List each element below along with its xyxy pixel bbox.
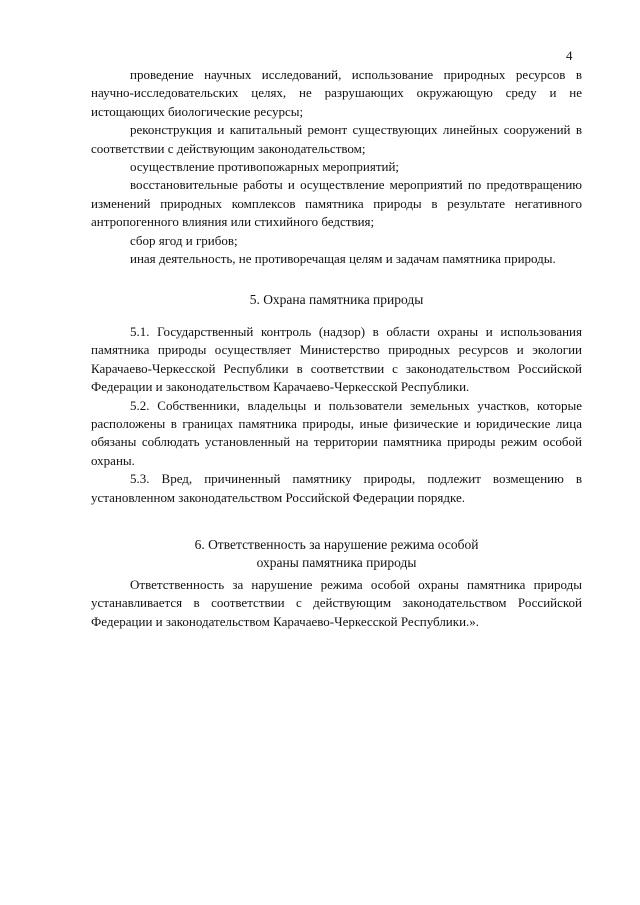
- section-6-paragraph: Ответственность за нарушение режима особой охраны памятника природы устанавливается в соответствии с действующим законодательством Российской Федерации и законодательством Карачаево-Черкесской Республики.».: [91, 577, 582, 629]
- section-5-paragraph: 5.1. Государственный контроль (надзор) в области охраны и использования памятника природы осуществляет Министерство природных ресурсов и экологии Карачаево-Черкесской Республики в соответствии с законодательством Российской Федерации и законодательством Карачаево-Черкесской Республики.: [91, 324, 582, 395]
- activity-item: иная деятельность, не противоречащая целям и задачам памятника природы.: [130, 251, 556, 267]
- section-5-heading: 5. Охрана памятника природы: [249, 292, 424, 307]
- page-number: 4: [566, 48, 573, 63]
- section-5-paragraph: 5.3. Вред, причиненный памятнику природы, подлежит возмещению в установленном законодательством Российской Федерации порядке.: [91, 471, 582, 505]
- section-6-heading: [91, 536, 582, 573]
- activity-item: реконструкция и капитальный ремонт существующих линейных сооружений в соответствии с действующим законодательством;: [91, 122, 582, 156]
- activity-item: сбор ягод и грибов;: [130, 232, 238, 248]
- section-5-paragraph: 5.2. Собственники, владельцы и пользователи земельных участков, которые расположены в границах памятника природы, иные физические и юридические лица обязаны соблюдать установленный на территории памятника природы режим особой охраны.: [91, 397, 582, 468]
- permitted-activities-list: [91, 66, 582, 268]
- activity-item: осуществление противопожарных мероприятий;: [130, 159, 400, 175]
- section-6-body: [91, 576, 582, 631]
- activity-item: восстановительные работы и осуществление мероприятий по предотвращению изменений природных комплексов памятника природы в результате негативного антропогенного влияния или стихийного бедствия;: [91, 177, 582, 230]
- section-5-body: [91, 323, 582, 507]
- section-6-heading-line-2: охраны памятника природы: [256, 555, 417, 571]
- section-6-heading-line-1: 6. Ответственность за нарушение режима особой: [194, 537, 479, 552]
- activity-item: проведение научных исследований, использование природных ресурсов в научно-исследовательских целях, не разрушающих окружающую среду и не истощающих биологические ресурсы;: [91, 67, 582, 119]
